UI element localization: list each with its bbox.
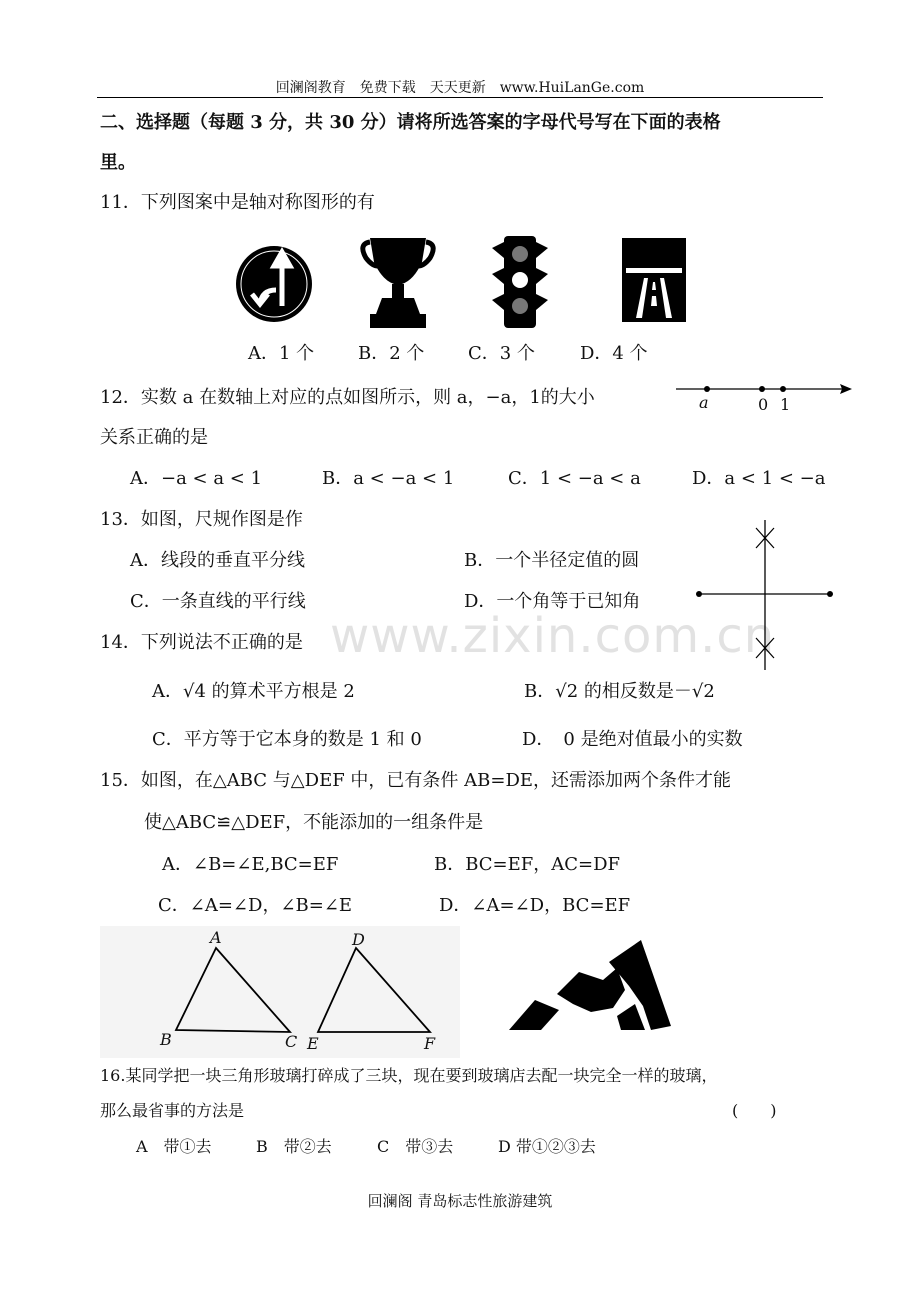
q16-stem-line1: 16.某同学把一块三角形玻璃打碎成了三块，现在要到玻璃店去配一块完全一样的玻璃， <box>100 1066 718 1085</box>
q12-option-b: B．a < −a < 1 <box>322 468 455 489</box>
section-title-line1: 二、选择题（每题 3 分，共 30 分）请将所选答案的字母代号写在下面的表格 <box>100 112 721 133</box>
q15-option-b: B．BC=EF，AC=DF <box>434 854 621 875</box>
traffic-sign-icon <box>236 246 312 322</box>
q12-stem-line1: 12．实数 a 在数轴上对应的点如图所示，则 a，−a，1的大小 <box>100 387 595 408</box>
highway-sign-icon <box>622 238 686 322</box>
q13-option-b: B．一个半径定值的圆 <box>464 550 640 571</box>
q14-stem: 14．下列说法不正确的是 <box>100 632 303 653</box>
q14-option-c: C．平方等于它本身的数是 1 和 0 <box>152 729 422 750</box>
q15-option-a: A．∠B=∠E,BC=EF <box>162 854 339 875</box>
header-divider <box>97 97 823 98</box>
vertex-f: F <box>424 1034 436 1053</box>
q15-triangles-figure <box>100 926 460 1058</box>
q13-option-d: D．一个角等于已知角 <box>464 591 641 612</box>
q14-option-d: D． 0 是绝对值最小的实数 <box>522 729 743 750</box>
trophy-icon <box>363 238 433 328</box>
q14-option-a: A．√4 的算术平方根是 2 <box>152 681 355 702</box>
q16-option-d: D 带①②③去 <box>498 1137 596 1156</box>
q12-option-c: C．1 < −a < a <box>508 468 641 489</box>
vertex-b: B <box>160 1030 172 1049</box>
q12-stem-line2: 关系正确的是 <box>100 427 208 448</box>
q12-option-d: D．a < 1 < −a <box>692 468 826 489</box>
q11-figures <box>232 228 702 332</box>
vertex-a: A <box>210 928 222 947</box>
axis-label-0: 0 <box>758 395 769 414</box>
q11-option-a: A．1 个 <box>248 343 315 364</box>
q13-construction-figure <box>690 520 840 670</box>
q12-option-a: A．−a < a < 1 <box>130 468 263 489</box>
q16-option-a: A 带①去 <box>136 1137 212 1156</box>
section-title-line2: 里。 <box>100 152 136 173</box>
q16-stem-line2: 那么最省事的方法是 <box>100 1101 245 1120</box>
q16-answer-paren: ( ) <box>732 1101 777 1120</box>
vertex-d: D <box>352 930 365 949</box>
q16-option-b: B 带②去 <box>256 1137 332 1156</box>
vertex-c: C <box>285 1032 298 1051</box>
q15-stem-line2: 使△ABC≌△DEF，不能添加的一组条件是 <box>144 812 484 833</box>
q15-option-c: C．∠A=∠D，∠B=∠E <box>158 895 353 916</box>
broken-glass-figure <box>505 938 675 1034</box>
q11-option-d: D．4 个 <box>580 343 648 364</box>
q11-option-c: C．3 个 <box>468 343 535 364</box>
q15-stem-line1: 15．如图，在△ABC 与△DEF 中，已有条件 AB=DE，还需添加两个条件才能 <box>100 770 732 791</box>
q13-option-a: A．线段的垂直平分线 <box>130 550 305 571</box>
page-footer: 回澜阁 青岛标志性旅游建筑 <box>367 1192 553 1210</box>
page-header: 回澜阁教育 免费下载 天天更新 www.HuiLanGe.com <box>275 80 645 96</box>
q11-option-b: B．2 个 <box>358 343 425 364</box>
q13-option-c: C．一条直线的平行线 <box>130 591 306 612</box>
q14-option-b: B．√2 的相反数是－√2 <box>524 681 715 702</box>
q13-stem: 13．如图，尺规作图是作 <box>100 509 303 530</box>
q11-stem: 11．下列图案中是轴对称图形的有 <box>100 192 375 213</box>
q16-option-c: C 带③去 <box>377 1137 454 1156</box>
traffic-light-icon <box>492 236 548 328</box>
q15-option-d: D．∠A=∠D，BC=EF <box>439 895 631 916</box>
axis-label-1: 1 <box>780 395 791 414</box>
watermark: www.zixin.com.cn <box>330 608 776 664</box>
axis-label-a: a <box>699 393 709 412</box>
vertex-e: E <box>307 1034 319 1053</box>
